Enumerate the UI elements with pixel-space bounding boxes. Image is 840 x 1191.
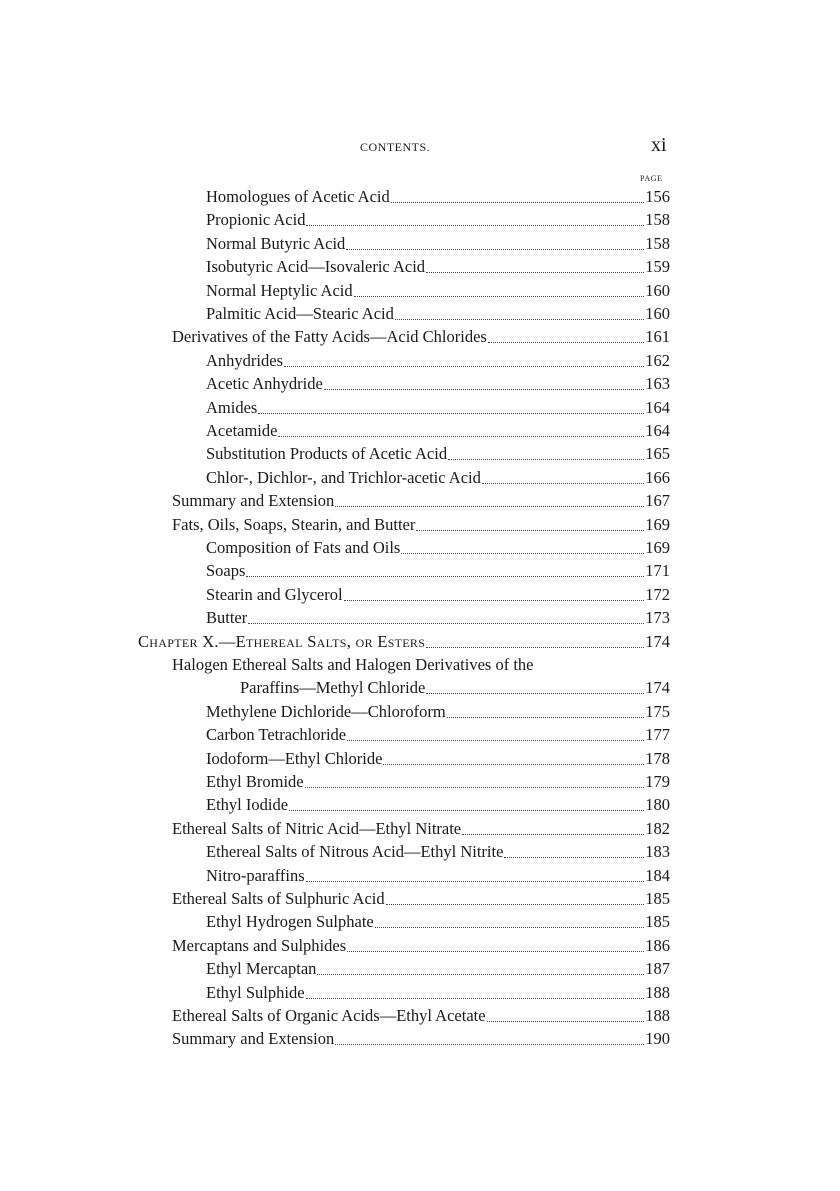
toc-entry-title: Stearin and Glycerol: [206, 584, 343, 604]
toc-entry-title: Anhydrides: [206, 350, 283, 370]
toc-entry: [206, 465, 670, 488]
toc-entry-title: Paraffins—Methyl Chloride: [240, 678, 426, 698]
dot-leader: [487, 1011, 645, 1022]
toc-entry-page: 166: [645, 467, 670, 487]
toc-entry: [206, 863, 670, 886]
dot-leader: [284, 356, 644, 367]
toc-entry-title: Ethyl Hydrogen Sulphate: [206, 912, 374, 932]
toc-entry: [240, 675, 670, 698]
toc-entry-page: 163: [645, 374, 670, 394]
toc-entry-page: 160: [645, 304, 670, 323]
toc-entry-title: Ethereal Salts of Nitric Acid—Ethyl Nitrate: [172, 818, 462, 838]
toc-entry-page: 169: [645, 514, 670, 534]
toc-entry-title: Butter: [206, 608, 248, 628]
page-number: xi: [651, 134, 667, 156]
toc-entry-page: 185: [645, 912, 670, 932]
toc-entry-title: Palmitic Acid—Stearic Acid: [206, 304, 394, 323]
toc-entry-title: Ethyl Mercaptan: [206, 959, 317, 979]
toc-entry-page: 178: [645, 748, 670, 768]
toc-entry: [206, 792, 670, 815]
toc-entry: [172, 488, 670, 511]
toc-entry: [206, 371, 670, 394]
dot-leader: [395, 309, 644, 320]
toc-entry-page: 164: [645, 397, 670, 417]
toc-entry: [206, 418, 670, 441]
toc-entry: [206, 207, 670, 230]
toc-entry-title: Ethereal Salts of Sulphuric Acid: [172, 889, 385, 908]
toc-entry-title: Iodoform—Ethyl Chloride: [206, 748, 383, 768]
dot-leader: [306, 215, 644, 226]
toc-entry: [206, 769, 670, 792]
toc-entry: [172, 512, 670, 535]
dot-leader: [306, 871, 645, 882]
toc-entry: [206, 441, 670, 464]
toc-entry: [138, 629, 670, 652]
dot-leader: [258, 403, 644, 414]
toc-entry-page: 160: [645, 280, 670, 300]
toc-entry-title: Propionic Acid: [206, 210, 306, 230]
toc-entry-title: Normal Heptylic Acid: [206, 280, 353, 300]
toc-entry-page: 185: [645, 889, 670, 908]
toc-entry: [206, 254, 670, 277]
dot-leader: [426, 683, 644, 694]
dot-leader: [401, 543, 644, 554]
dot-leader: [482, 473, 644, 484]
dot-leader: [305, 777, 645, 788]
toc-entry: [206, 839, 670, 862]
dot-leader: [335, 1034, 644, 1045]
dot-leader: [347, 730, 644, 741]
toc-entry: [206, 746, 670, 769]
dot-leader: [354, 286, 645, 297]
toc-entry-page: 164: [645, 421, 670, 440]
toc-entry: [172, 816, 670, 839]
toc-entry-page: 165: [645, 444, 670, 464]
toc-entry-page: 188: [645, 1006, 670, 1025]
toc-entry-title: Methylene Dichloride—Chloroform: [206, 701, 446, 721]
dot-leader: [324, 379, 644, 390]
toc-entry-title: Derivatives of the Fatty Acids—Acid Chlorides: [172, 327, 487, 347]
toc-entry: [206, 184, 670, 207]
toc-entry-title: Chapter X.—Ethereal Salts, or Esters: [138, 631, 426, 651]
toc-entry-title: Normal Butyric Acid: [206, 233, 346, 253]
toc-entry: [206, 980, 670, 1003]
toc-entry-title: Isobutyric Acid—Isovaleric Acid: [206, 257, 426, 277]
dot-leader: [448, 449, 644, 460]
toc-entry: [172, 1026, 670, 1049]
toc-entry: [172, 933, 670, 956]
dot-leader: [306, 988, 645, 999]
toc-entry-title: Acetamide: [206, 421, 278, 440]
dot-leader: [462, 824, 644, 835]
toc-entry-page: 183: [645, 842, 670, 862]
toc-entry: [206, 605, 670, 628]
toc-entry-page: 179: [645, 772, 670, 791]
dot-leader: [246, 566, 644, 577]
toc-entry-title: Nitro-paraffins: [206, 865, 305, 885]
dot-leader: [289, 800, 644, 811]
toc-entry-page: 162: [645, 350, 670, 370]
page-column-label: PAGE: [640, 174, 663, 183]
toc-entry-page: 177: [645, 725, 670, 745]
toc-entry-page: 159: [645, 257, 670, 277]
dot-leader: [426, 637, 644, 648]
toc-entry-page: 158: [645, 233, 670, 253]
toc-entry-page: 171: [645, 561, 670, 581]
toc-entry-title: Chlor-, Dichlor-, and Trichlor-acetic Acid: [206, 467, 481, 487]
toc-entry-title: Ethyl Iodide: [206, 795, 289, 815]
toc-entry: [206, 278, 670, 301]
toc-entry-title: Ethyl Bromide: [206, 772, 304, 791]
toc-entry-title: Carbon Tetrachloride: [206, 725, 347, 745]
toc-entry-title: Amides: [206, 397, 258, 417]
dot-leader: [416, 520, 644, 531]
toc-entry: [172, 1003, 670, 1026]
toc-entry: [206, 558, 670, 581]
dot-leader: [386, 894, 645, 905]
toc-entry-title: Halogen Ethereal Salts and Halogen Derivatives of the: [172, 655, 534, 674]
toc-entry-page: 158: [645, 210, 670, 230]
toc-entry-title: Ethereal Salts of Organic Acids—Ethyl Acetate: [172, 1006, 486, 1025]
toc-entry-page: 187: [645, 959, 670, 979]
toc-entry: [206, 956, 670, 979]
toc-entry-page: 174: [645, 631, 670, 651]
toc-entry: [206, 535, 670, 558]
toc-entry: [206, 301, 670, 324]
toc-entry-title: Composition of Fats and Oils: [206, 538, 401, 557]
toc-entry: [206, 699, 670, 722]
toc-entry-page: 167: [645, 491, 670, 511]
dot-leader: [447, 707, 645, 718]
toc-entry-title: Mercaptans and Sulphides: [172, 935, 347, 955]
toc-entry-title: Fats, Oils, Soaps, Stearin, and Butter: [172, 514, 416, 534]
dot-leader: [248, 613, 644, 624]
dot-leader: [375, 917, 645, 928]
toc-entry-page: 182: [645, 818, 670, 838]
toc-entry-page: 188: [645, 982, 670, 1002]
dot-leader: [426, 262, 644, 273]
toc-entry-page: 161: [645, 327, 670, 347]
toc-entry: [206, 582, 670, 605]
dot-leader: [344, 590, 645, 601]
toc-entry: [206, 909, 670, 932]
dot-leader: [317, 964, 644, 975]
toc-entry-page: 175: [645, 701, 670, 721]
toc-entry-page: 180: [645, 795, 670, 815]
toc-entry-page: 173: [645, 608, 670, 628]
toc-entry: [172, 652, 670, 675]
toc-entry-title: Ethereal Salts of Nitrous Acid—Ethyl Nitrite: [206, 842, 504, 862]
toc-entry-page: 169: [645, 538, 670, 557]
dot-leader: [391, 192, 644, 203]
dot-leader: [346, 239, 644, 250]
toc-entry-page: 174: [645, 678, 670, 698]
toc-entry-page: 172: [645, 584, 670, 604]
toc-entry-page: 190: [645, 1029, 670, 1049]
dot-leader: [488, 332, 644, 343]
toc-entry: [206, 231, 670, 254]
toc-entry: [172, 324, 670, 347]
toc-entry-title: Substitution Products of Acetic Acid: [206, 444, 448, 464]
toc-entry-page: 156: [645, 187, 670, 206]
dot-leader: [383, 754, 644, 765]
toc-entry-title: Summary and Extension: [172, 1029, 335, 1049]
dot-leader: [347, 941, 644, 952]
dot-leader: [278, 426, 644, 437]
toc-entry-title: Ethyl Sulphide: [206, 982, 305, 1002]
toc-entry: [206, 348, 670, 371]
toc-entry-title: Acetic Anhydride: [206, 374, 323, 394]
toc-entry-page: 184: [645, 865, 670, 885]
toc-entry: [172, 886, 670, 909]
toc-entry-page: 186: [645, 935, 670, 955]
dot-leader: [335, 496, 644, 507]
toc-entry: [206, 395, 670, 418]
running-title: CONTENTS.: [360, 140, 431, 154]
toc-entry-title: Summary and Extension: [172, 491, 335, 511]
dot-leader: [504, 847, 644, 858]
toc-entry-title: Soaps: [206, 561, 246, 581]
toc-entry-title: Homologues of Acetic Acid: [206, 187, 390, 206]
toc-entry: [206, 722, 670, 745]
